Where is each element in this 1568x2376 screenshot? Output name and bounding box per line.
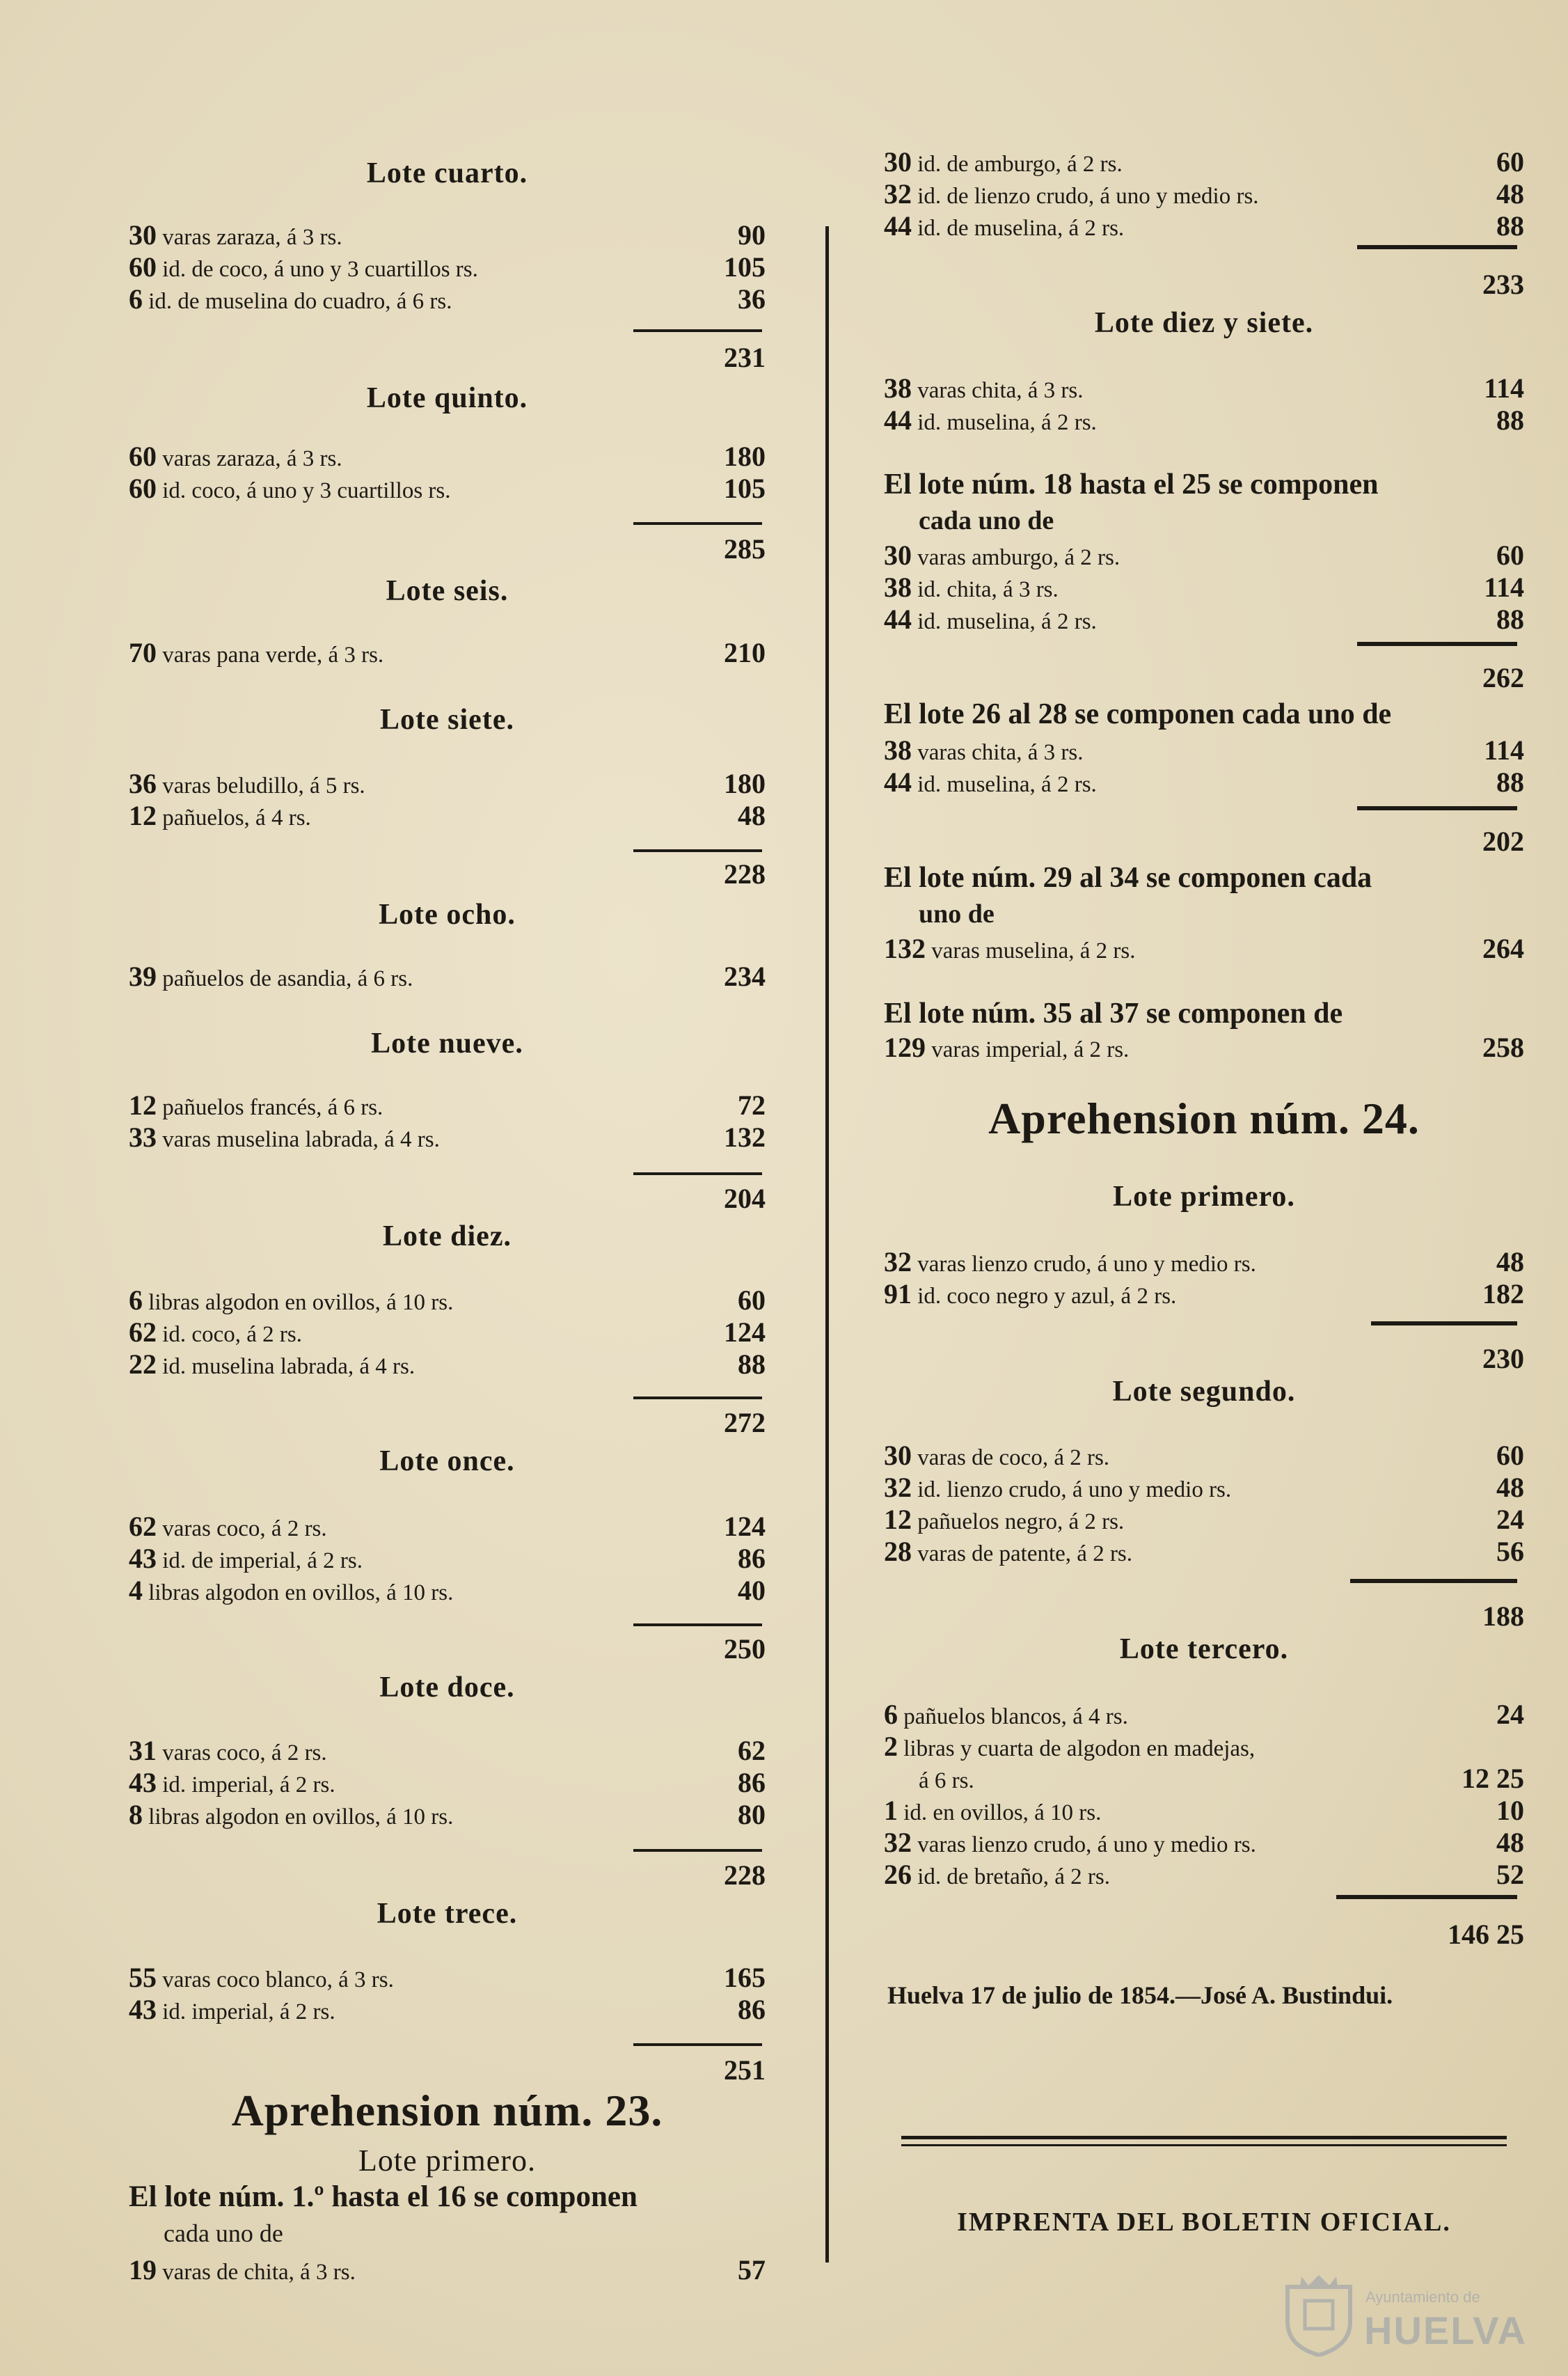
heading-lote-ocho: Lote ocho.	[379, 899, 516, 931]
list-item: 12 pañuelos, á 4 rs. 48	[129, 800, 766, 831]
sum-rule	[633, 1397, 762, 1399]
signature-line: Huelva 17 de julio de 1854.—José A. Bustindui.	[887, 1981, 1393, 2009]
lote-paragraph	[884, 860, 1524, 932]
footer-rule	[901, 2144, 1507, 2146]
list-item: 91 id. coco negro y azul, á 2 rs. 182	[884, 1278, 1524, 1309]
heading-lote-seis: Lote seis.	[386, 575, 509, 607]
lote-total: 188	[1482, 1600, 1524, 1632]
subheading-lote-primero: Lote primero.	[358, 2143, 536, 2178]
list-item: 6 libras algodon en ovillos, á 10 rs. 60	[129, 1284, 766, 1316]
heading-lote-once: Lote once.	[379, 1445, 515, 1477]
list-item: 33 varas muselina labrada, á 4 rs. 132	[129, 1122, 766, 1153]
sum-rule	[633, 1623, 762, 1626]
heading-lote-diez: Lote diez.	[383, 1220, 512, 1252]
watermark-name: HUELVA	[1364, 2308, 1527, 2352]
heading-lote-segundo: Lote segundo.	[1112, 1376, 1296, 1408]
list-item: 39 pañuelos de asandia, á 6 rs. 234	[129, 961, 766, 992]
heading-lote-siete: Lote siete.	[380, 704, 514, 736]
list-item: 43 id. de imperial, á 2 rs. 86	[129, 1543, 766, 1574]
list-item: 22 id. muselina labrada, á 4 rs. 88	[129, 1348, 766, 1380]
list-item: 6 pañuelos blancos, á 4 rs. 24	[884, 1699, 1524, 1730]
list-item: 60 varas zaraza, á 3 rs. 180	[129, 441, 766, 472]
watermark-top-text: Ayuntamiento de	[1365, 2288, 1480, 2306]
lote-total: 204	[724, 1183, 766, 1214]
sum-rule	[633, 2043, 762, 2046]
list-item: 12 pañuelos negro, á 2 rs. 24	[884, 1504, 1524, 1535]
lote-total: 262	[1482, 662, 1524, 693]
sum-rule	[633, 522, 762, 525]
list-item: 1 id. en ovillos, á 10 rs. 10	[884, 1795, 1524, 1826]
paragraph-line: cada uno de	[919, 506, 1054, 535]
lote-total: 230	[1482, 1343, 1524, 1374]
list-item: 60 id. coco, á uno y 3 cuartillos rs. 105	[129, 473, 766, 504]
list-item: 26 id. de bretaño, á 2 rs. 52	[884, 1859, 1524, 1890]
list-item: 32 varas lienzo crudo, á uno y medio rs. 48	[884, 1246, 1524, 1277]
lote-paragraph	[884, 696, 1524, 732]
list-item: 32 id. lienzo crudo, á uno y medio rs. 48	[884, 1472, 1524, 1503]
list-item: 38 varas chita, á 3 rs. 114	[884, 734, 1524, 766]
sum-rule	[633, 1849, 762, 1852]
list-item: 30 varas amburgo, á 2 rs. 60	[884, 540, 1524, 571]
lote-total: 202	[1482, 826, 1524, 857]
paragraph-line: El lote núm. 29 al 34 se componen cada	[884, 862, 1372, 894]
list-item: 30 varas zaraza, á 3 rs. 90	[129, 219, 766, 251]
list-item: 19 varas de chita, á 3 rs. 57	[129, 2254, 766, 2285]
heading-lote-primero: Lote primero.	[1113, 1181, 1295, 1213]
list-item: 36 varas beludillo, á 5 rs. 180	[129, 768, 766, 799]
list-item: 31 varas coco, á 2 rs. 62	[129, 1735, 766, 1766]
list-item: 62 varas coco, á 2 rs. 124	[129, 1511, 766, 1542]
lote-paragraph	[129, 2179, 766, 2251]
list-item: 44 id. muselina, á 2 rs. 88	[884, 766, 1524, 798]
paragraph-line: El lote núm. 1.º hasta el 16 se componen	[129, 2180, 638, 2213]
list-item: 32 id. de lienzo crudo, á uno y medio rs. 48	[884, 178, 1524, 210]
list-item: 44 id. muselina, á 2 rs. 88	[884, 604, 1524, 635]
sum-rule	[1357, 806, 1517, 810]
list-item: 62 id. coco, á 2 rs. 124	[129, 1316, 766, 1348]
paragraph-line: cada uno de	[164, 2219, 283, 2247]
list-item: 70 varas pana verde, á 3 rs. 210	[129, 637, 766, 668]
list-item: 44 id. de muselina, á 2 rs. 88	[884, 210, 1524, 242]
sum-rule	[633, 1172, 762, 1175]
paragraph-line: El lote núm. 18 hasta el 25 se componen	[884, 469, 1379, 501]
lote-paragraph	[884, 466, 1524, 539]
paragraph-line: uno de	[919, 899, 995, 929]
lote-total: 250	[724, 1633, 766, 1665]
list-item: 60 id. de coco, á uno y 3 cuartillos rs. 105	[129, 251, 766, 283]
list-item: 129 varas imperial, á 2 rs. 258	[884, 1032, 1524, 1063]
heading-lote-tercero: Lote tercero.	[1119, 1633, 1289, 1665]
list-item: 44 id. muselina, á 2 rs. 88	[884, 404, 1524, 436]
heading-lote-diez-y-siete: Lote diez y siete.	[1094, 307, 1314, 339]
list-item: 38 varas chita, á 3 rs. 114	[884, 372, 1524, 404]
lote-paragraph	[884, 996, 1524, 1032]
list-item: 30 varas de coco, á 2 rs. 60	[884, 1440, 1524, 1471]
list-item: 6 id. de muselina do cuadro, á 6 rs. 36	[129, 283, 766, 315]
heading-aprehension-24: Aprehension núm. 24.	[988, 1094, 1420, 1143]
heading-lote-quinto: Lote quinto.	[366, 382, 528, 414]
lote-total: 228	[724, 1859, 766, 1891]
heading-lote-doce: Lote doce.	[379, 1671, 515, 1704]
printer-imprint: IMPRENTA DEL BOLETIN OFICIAL.	[957, 2208, 1451, 2237]
list-item: 43 id. imperial, á 2 rs. 86	[129, 1767, 766, 1798]
lote-total: 233	[1482, 269, 1524, 300]
paragraph-line: El lote núm. 35 al 37 se componen de	[884, 998, 1343, 1030]
paragraph-line: El lote 26 al 28 se componen cada uno de	[884, 698, 1392, 730]
sum-rule	[633, 329, 762, 332]
sum-rule	[1357, 642, 1517, 646]
sum-rule	[633, 849, 762, 852]
heading-lote-nueve: Lote nueve.	[371, 1028, 523, 1060]
sum-rule	[1350, 1579, 1517, 1583]
footer-rule	[901, 2136, 1507, 2139]
lote-total: 272	[724, 1407, 766, 1438]
list-item: 43 id. imperial, á 2 rs. 86	[129, 1994, 766, 2025]
lote-total: 228	[724, 858, 766, 890]
list-item: 8 libras algodon en ovillos, á 10 rs. 80	[129, 1799, 766, 1830]
lote-total: 231	[724, 342, 766, 373]
lote-total: 251	[724, 2054, 766, 2086]
list-item: 55 varas coco blanco, á 3 rs. 165	[129, 1962, 766, 1993]
sum-rule	[1371, 1321, 1517, 1325]
heading-lote-cuarto: Lote cuarto.	[366, 157, 528, 189]
heading-aprehension-23: Aprehension núm. 23.	[231, 2086, 663, 2135]
heading-lote-trece: Lote trece.	[377, 1898, 518, 1930]
watermark	[1281, 2273, 1527, 2357]
list-item: 32 varas lienzo crudo, á uno y medio rs. 48	[884, 1827, 1524, 1858]
list-item: 30 id. de amburgo, á 2 rs. 60	[884, 146, 1524, 178]
lote-total: 285	[724, 533, 766, 565]
list-item: á 6 rs. 12 25	[919, 1763, 1524, 1794]
list-item: 4 libras algodon en ovillos, á 10 rs. 40	[129, 1575, 766, 1606]
sum-rule	[1336, 1895, 1517, 1899]
sum-rule	[1357, 245, 1517, 249]
list-item: 12 pañuelos francés, á 6 rs. 72	[129, 1089, 766, 1121]
column-divider	[825, 226, 829, 2263]
coat-of-arms-icon	[1281, 2273, 1357, 2357]
list-item: 28 varas de patente, á 2 rs. 56	[884, 1536, 1524, 1567]
lote-total: 146 25	[1448, 1919, 1524, 1950]
list-item: 132 varas muselina, á 2 rs. 264	[884, 933, 1524, 964]
list-item: 2 libras y cuarta de algodon en madejas,	[884, 1731, 1256, 1762]
list-item: 38 id. chita, á 3 rs. 114	[884, 572, 1524, 603]
